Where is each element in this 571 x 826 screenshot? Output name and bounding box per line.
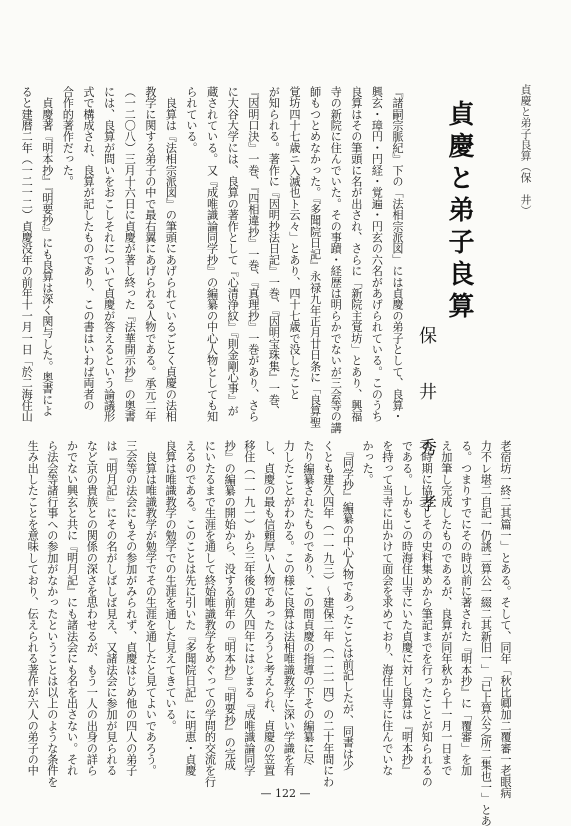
text-line: である。しかもこの時海住山寺にいた貞慶に対し良算は『明本抄』 (400, 440, 414, 776)
text-line: 師もつとめなかった。『多聞院日記』永禄九年正月廿日条に「良算聖 (308, 86, 322, 428)
page-number: — 122 — (260, 787, 311, 800)
text-line: 良算は『法相宗派図』の筆頭にあげられているごとく貞慶の法相 (164, 86, 178, 422)
text-line: にいたるまで生涯を通して終始唯識教学をめぐっての学問的交流を行 (203, 440, 217, 788)
text-line: 式で構成され、良算が記したものであり、この書はいわば両者の (82, 86, 95, 411)
text-line: （一二〇八）三月十六日に貞慶が著し終った『法華開示抄』の奥書 (123, 86, 137, 422)
text-line: えるのである。このことは先に引いた『多聞院日記』に明恵・貞慶 (183, 440, 197, 776)
text-line: え加筆し完成したものであるが、良算が同年秋から十一月一日まで (439, 440, 453, 776)
text-line: 良算はその筆頭に名が出され、さらに「新院主覚坊」とあり、興福 (349, 86, 363, 422)
text-line: る。つまりすでにその時以前に著された『明本抄』に「覆審」を加 (459, 440, 473, 776)
text-line: など京の貴族との関係の深さを思わせるが、もう一人の出身の詳ら (85, 440, 99, 776)
text-line: ら法会等諸行事への参加がなかったということは以上のような条件を (45, 440, 59, 788)
text-line: 『同学抄』編纂の中心人物であったことは前記したが、同書は少 (341, 440, 355, 771)
text-line: 『因明口決』一巻、『四相違抄』一巻、『真理抄』一巻があり、さら (246, 86, 260, 422)
text-line: し、貞慶の最も信頼厚い人物であったろうと考えられ、貞慶の笠置 (262, 440, 276, 776)
text-line: の時期に協力しその史料集めから筆記までを行ったことが知られるの (420, 440, 434, 788)
text-line: かでない興玄と共に『明月記』にも諸法会にも名を出さない。それ (65, 440, 79, 776)
text-line: が知られる。著作に『因明抄法日記』一巻、『因明宝珠集』一巻、 (267, 86, 281, 417)
text-line: 老宿坊一終二其篇一」とある。そして、同年「秋比卿加二覆審一老眼病 (499, 440, 512, 799)
text-line: 貞慶著『明本抄』『明要抄』にも良算は深く関与した。奥書によ (40, 86, 54, 417)
text-line: 『諸嗣宗脈紀』下の「法相宗派図」には貞慶の弟子として、良算・ (391, 86, 404, 422)
text-line: たり編纂されたものであり、この間貞慶の指導の下その編纂に尽 (302, 440, 315, 765)
text-line: 力したことがわかる。この様に良算は法相唯識教学に深い学識を有 (282, 440, 296, 776)
text-line: には、良算が問いをおこしそれについて貞慶が答えるという論議形 (102, 86, 116, 422)
text-line: 移住（一一九一）から三年後の建久四年にはじまる『成唯識論同学 (242, 440, 256, 776)
text-line: を持って当寺に出かけて面会を求めており、海住山寺に住んでいな (380, 440, 394, 776)
text-line: かった。 (361, 440, 375, 485)
text-line: 寺の新院に住んでいた。その事蹟・経歴は明らかでないが三会等の講 (329, 86, 343, 434)
text-line: 良算は唯識教学の勉学での生涯を通した見えてきている。 (164, 440, 178, 732)
text-line: に大谷大学には、良算の著作として『心清浄紋』『則金剛心事』が (226, 86, 240, 417)
running-header: 貞慶と弟子良算（保 井） (519, 84, 532, 216)
text-line: 興玄・璋円・円経・覚遍・円玄の六名があげられている。このうち (370, 86, 384, 422)
text-line: 合作的著作だった。 (61, 86, 75, 187)
text-line: 蔵されている。又『成唯識論同学抄』の編纂の中心人物としても知 (205, 86, 219, 422)
text-line: 抄』の編纂の開始から、没する前年の『明本抄』『明要抄』の完成 (223, 440, 237, 771)
text-line: は『明月記』にその名がしばしば見え、又諸法会に参加が見られる (105, 440, 118, 776)
text-line: 教学に関する弟子の中で最右翼にあげられる人物である。承元二年 (143, 86, 157, 422)
author-name: 保 井 秀 孝 (416, 326, 437, 522)
text-line: ると建暦二年（一二一二）貞慶没年の前年十一月一日「於二海住山 (20, 86, 34, 422)
text-line: 覚坊四十七歳ニ入滅也ト云々」とあり、四十七歳で没したこと (288, 86, 301, 400)
article-title: 貞慶と弟子良算 (444, 100, 474, 324)
text-line: 力不レ堪二自記一仍誂二算公一綴二其新旧一」「已上算公之所二集也一」とあ (479, 440, 493, 826)
text-line: くとも建久四年（一一九三）～建保二年（一二一四）の二十年間にわ (321, 440, 335, 788)
upper-text-block (0, 86, 571, 446)
text-line: 生み出したことを意味しており、伝えられる著作が六人の弟子の中 (26, 440, 40, 776)
text-line: 良算は唯識教学が勉学でその生涯を通したと見てよいであろう。 (144, 440, 158, 776)
text-line: られている。 (185, 86, 198, 154)
text-line: 三会等の法会にもその参加がみられず、貞慶はじめ他の四人の弟子 (124, 440, 138, 776)
